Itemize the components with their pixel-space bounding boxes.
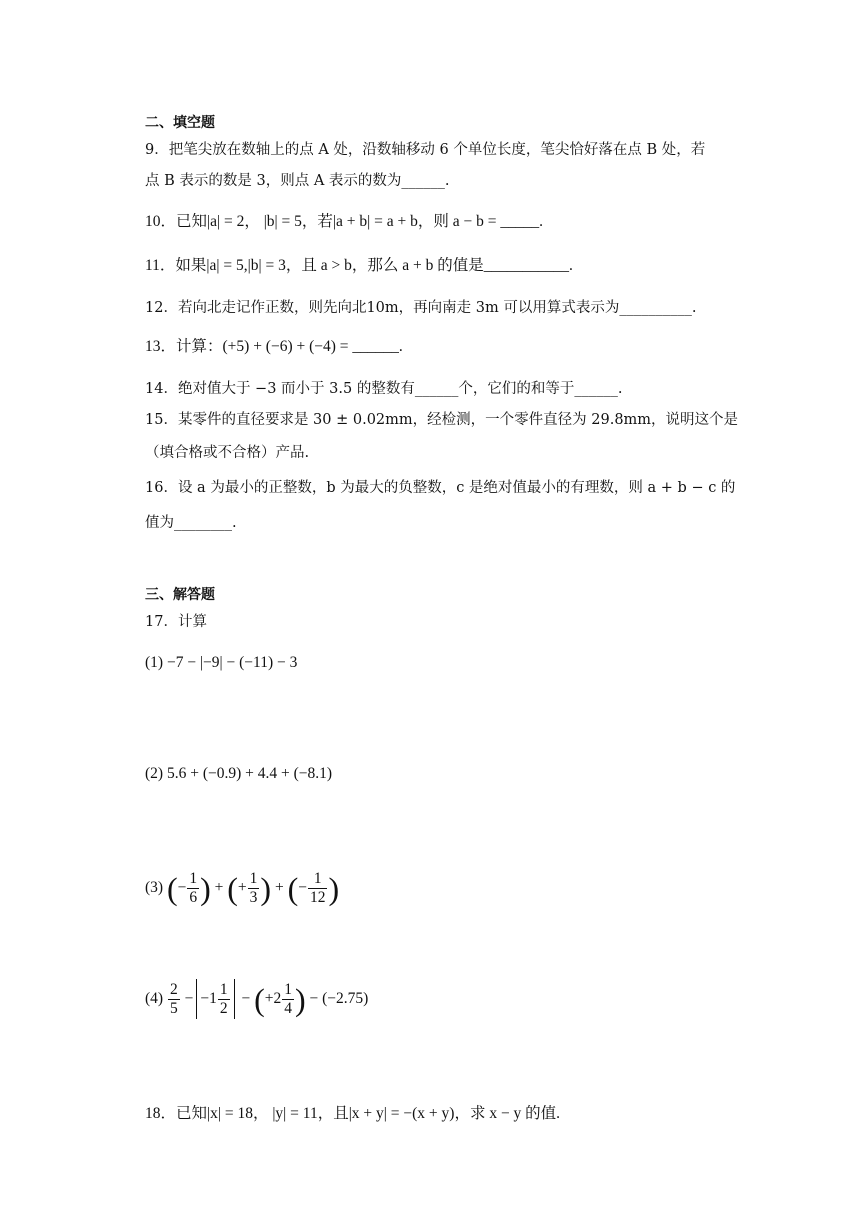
frac-2-sign: + <box>237 879 247 896</box>
frac-3-sign: − <box>298 879 307 896</box>
fraction-1-2: $\frac{1}{2}$ <box>219 980 228 1017</box>
paren-whole: +2 <box>264 990 282 1007</box>
question-15-line2: （填合格或不合格）产品. <box>145 445 310 461</box>
fraction-1-6: $\frac{1}{6}$ <box>189 869 198 906</box>
question-15-line1: 15．某零件的直径要求是 30 ± 0.02mm，经检测，一个零件直径为 29.8mm，说明这个是 <box>145 412 739 428</box>
question-12: 12．若向北走记作正数，则先向北10m，再向南走 3m 可以用算式表示为__________. <box>145 300 697 316</box>
section-heading-solve: 三、解答题 <box>145 587 215 603</box>
question-9-line2: 点 B 表示的数是 3，则点 A 表示的数为______. <box>145 173 450 189</box>
fraction-1-4: $\frac{1}{4}$ <box>284 980 292 1017</box>
question-17-part-1: (1) −7 − |−9| − (−11) − 3 <box>145 654 298 671</box>
question-18: 18．已知|x| = 18， |y| = 11，且|x + y| = −(x + y)，求 x − y 的值. <box>145 1105 561 1122</box>
abs-whole: −1 <box>200 990 217 1007</box>
question-14: 14．绝对值大于 −3 而小于 3.5 的整数有______个，它们的和等于______. <box>145 381 623 397</box>
fraction-1-12: $\frac{1}{12}$ <box>309 869 326 906</box>
question-17-part-4: (4) $\frac{2}{5}$ − −1 $\frac{1}{2}$ − (+2 $\frac{1}{4}$ ) − (−2.75) <box>145 980 369 1018</box>
question-17-part-2: (2) 5.6 + (−0.9) + 4.4 + (−8.1) <box>145 765 333 782</box>
question-17-title: 17．计算 <box>145 614 207 630</box>
part-3-label: (3) <box>145 879 164 896</box>
question-11: 11．如果|a| = 5,|b| = 3，且 a > b，那么 a + b 的值是___________. <box>145 257 573 274</box>
frac-1-sign: − <box>177 879 187 896</box>
question-9-line1: 9．把笔尖放在数轴上的点 A 处，沿数轴移动 6 个单位长度，笔尖恰好落在点 B 处，若 <box>145 142 706 158</box>
part-4-label: (4) <box>145 990 164 1007</box>
question-16-line2: 值为________. <box>145 515 237 531</box>
question-17-part-3: (3) (− $\frac{1}{6}$ ) + (+ $\frac{1}{3}$ ) + (− $\frac{1}{12}$ ) <box>145 869 340 907</box>
part-4-tail: − (−2.75) <box>309 990 369 1007</box>
fraction-2-5: $\frac{2}{5}$ <box>169 980 178 1017</box>
fraction-1-3: $\frac{1}{3}$ <box>249 869 258 906</box>
question-13: 13．计算：(+5) + (−6) + (−4) = ______. <box>145 338 403 355</box>
section-heading-fill-in: 二、填空题 <box>145 115 215 131</box>
question-10: 10．已知|a| = 2， |b| = 5，若|a + b| = a + b，则 a − b = _____. <box>145 213 543 230</box>
question-16-line1: 16．设 a 为最小的正整数，b 为最大的负整数，c 是绝对值最小的有理数，则 a + b − c 的 <box>145 480 736 496</box>
